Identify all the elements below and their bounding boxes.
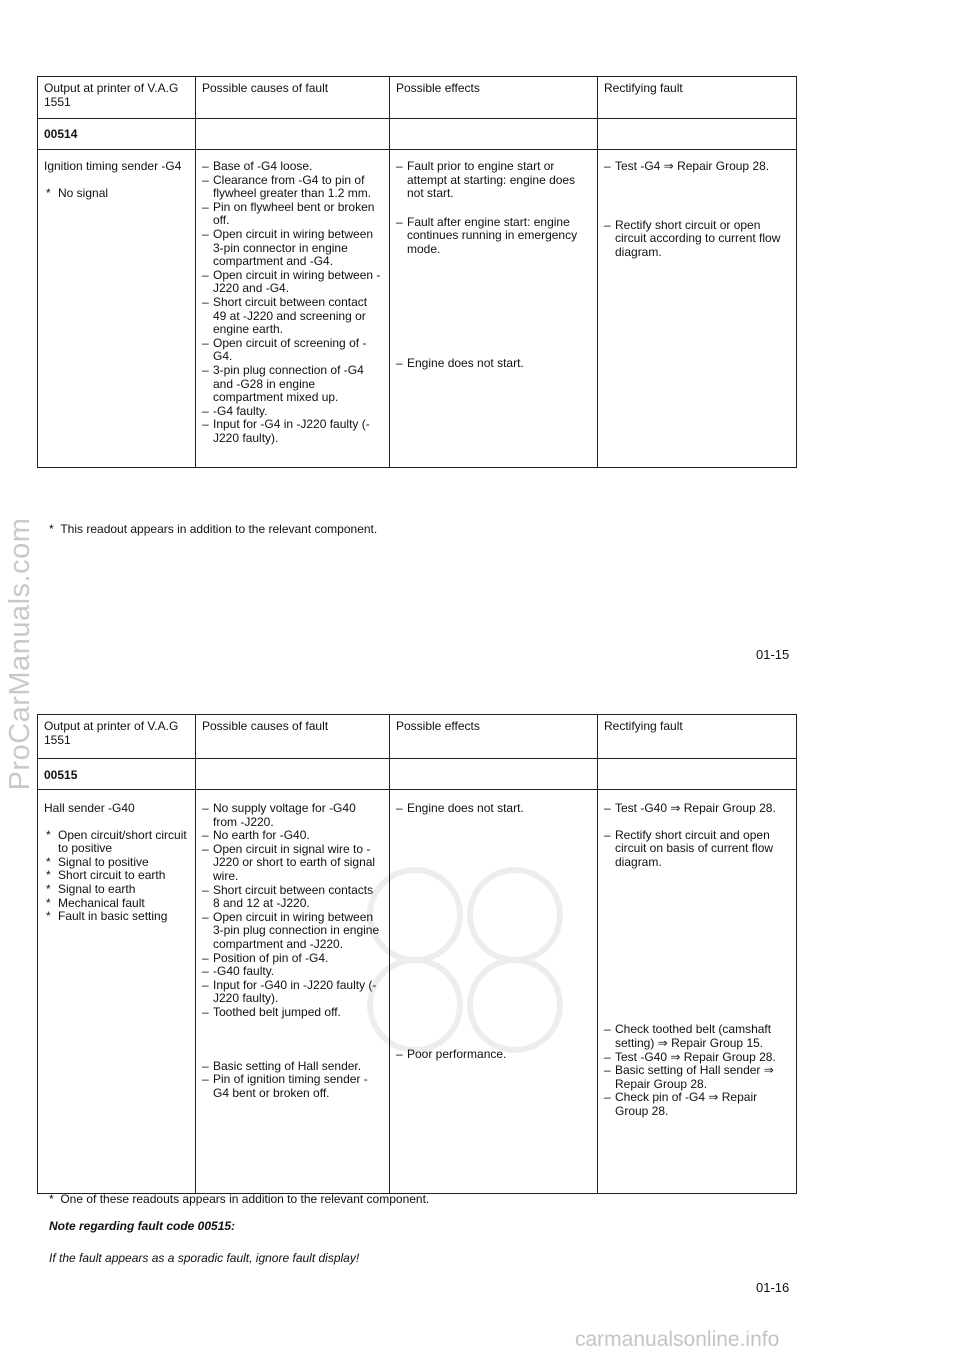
readout-item: * Signal to positive — [44, 856, 189, 870]
code-row — [38, 119, 797, 150]
readout-item: * Short circuit to earth — [44, 869, 189, 883]
readout-list — [44, 187, 189, 201]
header-rectify: Rectifying fault — [604, 81, 683, 95]
code-row — [38, 759, 797, 790]
causes-list — [202, 802, 383, 1100]
component-name: Ignition timing sender -G4 — [44, 159, 182, 173]
cause-item: – Toothed belt jumped off. — [202, 1006, 383, 1020]
rectify-item: – Rectify short circuit and open circuit on basis of current flow diagram. — [604, 829, 790, 870]
page-number: 01-15 — [756, 647, 790, 662]
rectify-item: – Basic setting of Hall sender ⇒ Repair Group 28. — [604, 1064, 790, 1091]
effects-list — [396, 160, 591, 370]
table-header-row — [38, 715, 797, 759]
header-output: Output at printer of V.A.G 1551 — [44, 719, 179, 747]
cause-item: – Position of pin of -G4. — [202, 952, 383, 966]
cause-item: – Short circuit between contact 49 at -J220 and screening or engine earth. — [202, 296, 383, 337]
rectify-item: – Rectify short circuit or open circuit according to current flow diagram. — [604, 219, 790, 260]
effect-item: – Fault prior to engine start or attempt at starting: engine does not start. — [396, 160, 591, 201]
cause-item: – -G4 faulty. — [202, 405, 383, 419]
effect-item: – Engine does not start. — [396, 357, 591, 371]
table-header-row — [38, 77, 797, 119]
cause-item: – 3-pin plug connection of -G4 and -G28 in engine compartment mixed up. — [202, 364, 383, 405]
cause-item: – Open circuit in wiring between -J220 and -G4. — [202, 269, 383, 296]
bottom-watermark: carmanualsonline.info — [575, 1328, 780, 1351]
cause-item: – Clearance from -G4 to pin of flywheel greater than 1.2 mm. — [202, 174, 383, 201]
readout-item: * Signal to earth — [44, 883, 189, 897]
readout-item: * Fault in basic setting — [44, 910, 189, 924]
cause-item: – Open circuit in wiring between 3-pin plug connection in engine compartment and -J220. — [202, 911, 383, 952]
causes-list — [202, 160, 383, 445]
rectify-item: – Test -G4 ⇒ Repair Group 28. — [604, 160, 790, 174]
effect-item: – Fault after engine start: engine continues running in emergency mode. — [396, 216, 591, 257]
note-heading: Note regarding fault code 00515: — [49, 1219, 236, 1233]
effects-list — [396, 802, 591, 1061]
header-output: Output at printer of V.A.G 1551 — [44, 81, 179, 109]
cause-item: – Open circuit of screening of -G4. — [202, 337, 383, 364]
fault-body-row — [38, 150, 797, 468]
fault-code: 00514 — [44, 127, 78, 141]
effect-item: – Engine does not start. — [396, 802, 591, 816]
cause-item: – Open circuit in signal wire to -J220 or short to earth of signal wire. — [202, 843, 383, 884]
rectify-item: – Test -G40 ⇒ Repair Group 28. — [604, 1051, 790, 1065]
cause-item: – Open circuit in wiring between 3-pin connector in engine compartment and -G4. — [202, 228, 383, 269]
note-text: If the fault appears as a sporadic fault, ignore fault display! — [49, 1251, 360, 1265]
fault-code: 00515 — [44, 768, 78, 782]
rectify-item: – Check toothed belt (camshaft setting) ⇒ Repair Group 15. — [604, 1023, 790, 1050]
cause-item: – Base of -G4 loose. — [202, 160, 383, 174]
side-watermark: ProCarManuals.com — [4, 517, 36, 791]
component-name: Hall sender -G40 — [44, 801, 135, 815]
rectify-list — [604, 160, 790, 259]
fault-table-00515 — [37, 714, 797, 1194]
cause-item: – No supply voltage for -G40 from -J220. — [202, 802, 383, 829]
rectify-item: – Test -G40 ⇒ Repair Group 28. — [604, 802, 790, 816]
readout-item: * Mechanical fault — [44, 897, 189, 911]
effect-item: – Poor performance. — [396, 1048, 591, 1062]
fault-table-00514 — [37, 76, 797, 468]
header-rectify: Rectifying fault — [604, 719, 683, 733]
fault-body-row — [38, 790, 797, 1194]
cause-item: – Basic setting of Hall sender. — [202, 1060, 383, 1074]
cause-item: – No earth for -G40. — [202, 829, 383, 843]
page-number: 01-16 — [756, 1280, 790, 1295]
cause-item: – -G40 faulty. — [202, 965, 383, 979]
cause-item: – Input for -G40 in -J220 faulty (-J220 faulty). — [202, 979, 383, 1006]
readout-item: * Open circuit/short circuit to positive — [44, 829, 189, 856]
rectify-list — [604, 802, 790, 1119]
header-effects: Possible effects — [396, 81, 480, 95]
cause-item: – Pin of ignition timing sender -G4 bent or broken off. — [202, 1073, 383, 1100]
cause-item: – Short circuit between contacts 8 and 12 at -J220. — [202, 884, 383, 911]
cause-item: – Pin on flywheel bent or broken off. — [202, 201, 383, 228]
readout-list — [44, 829, 189, 924]
header-causes: Possible causes of fault — [202, 81, 329, 95]
cause-item: – Input for -G4 in -J220 faulty (-J220 faulty). — [202, 418, 383, 445]
readout-item: * No signal — [44, 187, 189, 201]
header-causes: Possible causes of fault — [202, 719, 329, 733]
footnote-00514: * This readout appears in addition to the relevant component. — [49, 522, 378, 536]
footnote-00515: * One of these readouts appears in addition to the relevant component. — [49, 1192, 430, 1206]
rectify-item: – Check pin of -G4 ⇒ Repair Group 28. — [604, 1091, 790, 1118]
header-effects: Possible effects — [396, 719, 480, 733]
